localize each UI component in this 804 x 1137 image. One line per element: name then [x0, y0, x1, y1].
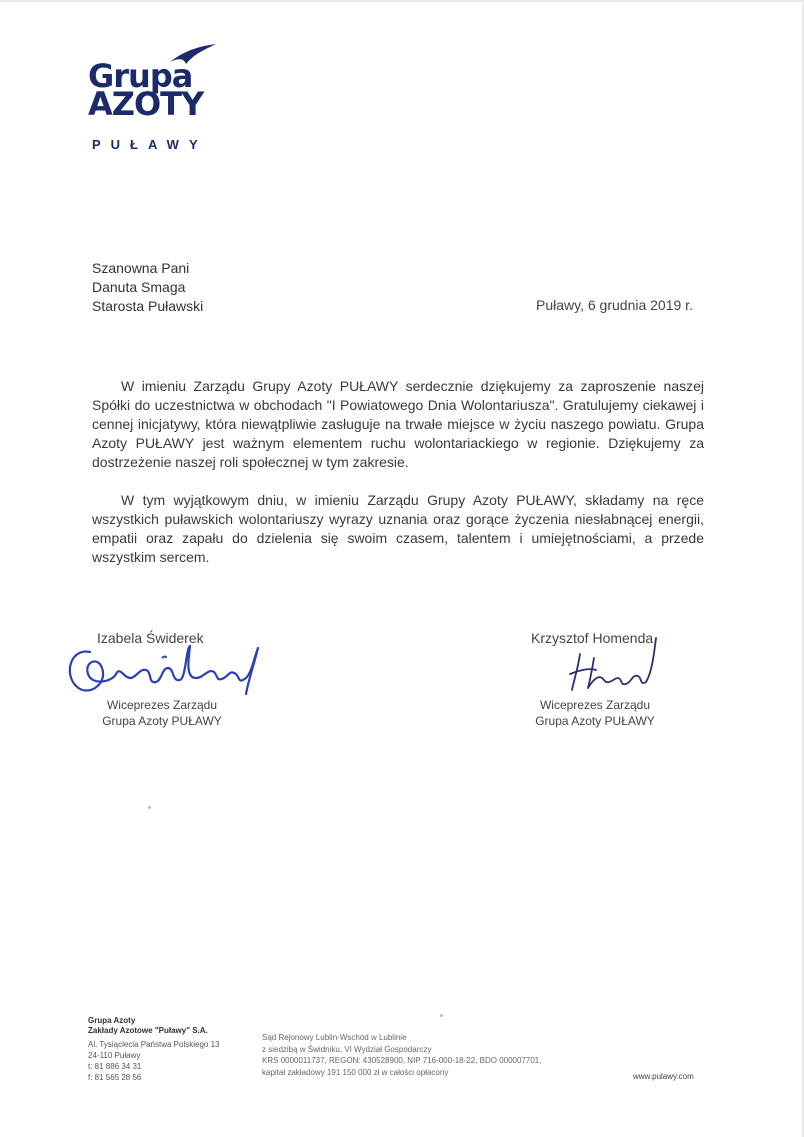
signatory-right-role — [530, 697, 660, 729]
logo-city: PUŁAWY — [92, 137, 208, 152]
footer-court-line1: Sąd Rejonowy Lublin-Wschód w Lublinie — [262, 1033, 407, 1042]
addressee-title: Starosta Puławski — [92, 298, 204, 314]
body-paragraph-1: W imieniu Zarządu Grupy Azoty PUŁAWY serdecznie dziękujemy za zaproszenie naszej Spółki do uczestnictwa w obchodach "I Powiatowego Dnia Wolontariusza". Gratulujemy ciekawej i cennej inicjatywy, która niewątpliwie zasługuje na trwałe miejsce w życiu naszego powiatu. Grupa Azoty PUŁAWY jest ważnym elementem ruchu wolontariackiego w regionie. Dziękujemy za dostrzeżenie naszej roli społecznej w tym zakresie. — [92, 378, 704, 470]
footer-postcode: 24-110 Puławy — [88, 1051, 141, 1060]
addressee-name: Danuta Smaga — [92, 279, 186, 295]
place-and-date: Puławy, 6 grudnia 2019 r. — [536, 297, 693, 313]
body-paragraph-2: W tym wyjątkowym dniu, w imieniu Zarządu Grupy Azoty PUŁAWY, składamy na ręce wszystkich puławskich wolontariuszy wyrazy uznania oraz gorące życzenia niesłabnącej energii, empatii oraz zapału do dzielenia się swoim czasem, talentem i umiejętnościami, a przede wszystkim sercem. — [92, 492, 704, 565]
scan-speck — [148, 806, 151, 809]
signature-left-handwritten — [62, 634, 262, 704]
signatory-right-name: Krzysztof Homenda — [531, 630, 654, 646]
signature-right-handwritten — [560, 634, 660, 694]
addressee-block — [92, 259, 203, 316]
logo-wordmark-line1: Grupa — [88, 57, 193, 95]
company-logo — [88, 40, 223, 155]
footer-court-line4: kapitał zakładowy 191 150 000 zł w całości opłacony — [262, 1067, 449, 1077]
scan-speck — [440, 1014, 443, 1017]
signatory-left-position: Wiceprezes Zarządu — [106, 698, 218, 712]
footer-company-name: Zakłady Azotowe "Puławy" S.A. — [88, 1026, 208, 1035]
addressee-salutation: Szanowna Pani — [92, 260, 190, 276]
footer-company — [88, 1016, 208, 1036]
signatory-left-name: Izabela Świderek — [97, 630, 204, 646]
footer-phone: t: 81 886 34 31 — [88, 1062, 142, 1071]
footer-court-line3: KRS 0000011737, REGON: 430528900, NIP 716-000-18-22, BDO 000007701, — [262, 1056, 542, 1065]
letter-body — [92, 377, 704, 586]
footer-fax: f: 81 565 28 56 — [88, 1073, 142, 1082]
signatory-left-company: Grupa Azoty PUŁAWY — [102, 714, 222, 728]
signatory-right-company: Grupa Azoty PUŁAWY — [535, 714, 655, 728]
footer-registration — [262, 1032, 541, 1078]
footer-website-link[interactable]: www.pulawy.com — [633, 1072, 694, 1081]
footer-company-group: Grupa Azoty — [88, 1016, 136, 1025]
footer-street: Al. Tysiąclecia Państwa Polskiego 13 — [88, 1040, 220, 1049]
page-top-edge — [0, 0, 804, 2]
footer-address — [88, 1039, 219, 1083]
logo-wordmark-line2: AZOTY — [88, 85, 204, 123]
signatory-right-position: Wiceprezes Zarządu — [539, 698, 651, 712]
signatory-left-role — [97, 697, 227, 729]
footer-court-line2: z siedzibą w Świdniku, VI Wydział Gospodarczy — [262, 1044, 432, 1054]
